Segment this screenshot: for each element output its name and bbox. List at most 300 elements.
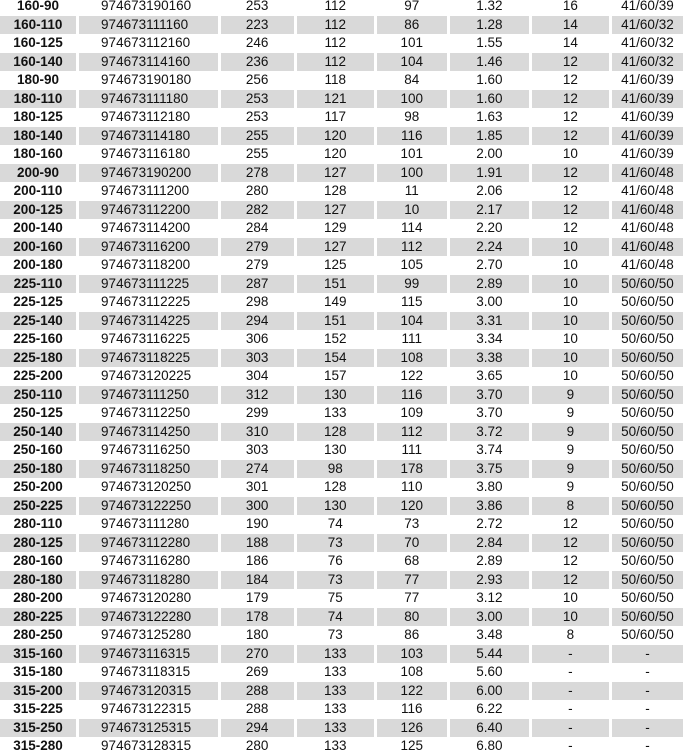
value-cell: 10 (532, 608, 609, 626)
article-number-cell: 974673112200 (79, 201, 218, 219)
article-number-cell: 974673112280 (79, 534, 218, 552)
value-cell: 3.75 (450, 460, 529, 478)
value-cell: 112 (324, 0, 346, 14)
value-cell: 282 (221, 201, 294, 219)
value-cell: 2.89 (450, 275, 529, 293)
table-row (0, 719, 683, 738)
value-cell: 6.00 (450, 682, 529, 700)
value-cell: 12 (532, 53, 609, 71)
value-cell: 50/60/50 (621, 442, 674, 458)
value-cell: 1.63 (476, 109, 503, 125)
article-number-cell: 974673122315 (101, 701, 192, 717)
value-cell: 121 (297, 90, 374, 108)
value-cell: 108 (377, 349, 447, 367)
article-number-cell: 974673111200 (101, 183, 190, 199)
article-number-cell: 974673118250 (79, 460, 218, 478)
value-cell: 1.46 (450, 53, 529, 71)
value-cell: 73 (297, 534, 374, 552)
value-cell: 50/60/50 (612, 571, 683, 589)
value-cell: 100 (377, 90, 447, 108)
article-number-cell: 974673116180 (101, 146, 191, 162)
value-cell: 279 (245, 257, 269, 273)
value-cell: 288 (245, 701, 269, 717)
value-cell: 12 (532, 164, 609, 182)
size-cell: 180-90 (17, 72, 60, 88)
article-number-cell: 974673114160 (79, 53, 218, 71)
value-cell: 14 (562, 35, 578, 51)
value-cell: 151 (297, 312, 374, 330)
table-row (0, 515, 683, 534)
article-number-cell: 974673112225 (101, 294, 191, 310)
value-cell: - (645, 701, 650, 717)
table-row (0, 127, 683, 146)
size-cell: 250-160 (13, 442, 63, 458)
value-cell: 111 (401, 331, 423, 347)
table-row (0, 534, 683, 553)
value-cell: 10 (532, 238, 609, 256)
value-cell: 116 (377, 386, 447, 404)
value-cell: 41/60/32 (612, 53, 683, 71)
value-cell: 50/60/50 (612, 608, 683, 626)
article-number-cell: 974673116250 (101, 442, 191, 458)
value-cell: 101 (400, 146, 424, 162)
value-cell: 16 (562, 0, 578, 14)
value-cell: 3.48 (476, 627, 503, 643)
table-row (0, 626, 683, 645)
size-cell: 280-110 (13, 516, 63, 532)
value-cell: 184 (221, 571, 294, 589)
value-cell: - (568, 738, 573, 754)
value-cell: 12 (562, 72, 578, 88)
table-row (0, 330, 683, 349)
value-cell: 133 (323, 701, 347, 717)
size-cell: 315-250 (0, 719, 76, 737)
size-cell: 225-200 (13, 368, 63, 384)
value-cell: 255 (245, 146, 269, 162)
table-row (0, 238, 683, 257)
value-cell: 110 (401, 479, 423, 495)
size-cell: 200-160 (0, 238, 76, 256)
value-cell: 108 (400, 664, 424, 680)
value-cell: 8 (532, 497, 609, 515)
value-cell: 3.31 (450, 312, 529, 330)
value-cell: 5.44 (450, 645, 529, 663)
value-cell: 303 (221, 349, 294, 367)
value-cell: - (568, 701, 573, 717)
article-number-cell: 974673118200 (101, 257, 191, 273)
value-cell: 114 (401, 220, 423, 236)
table-row (0, 589, 683, 608)
value-cell: 152 (323, 331, 347, 347)
size-cell: 160-110 (0, 16, 76, 34)
value-cell: 2.84 (450, 534, 529, 552)
value-cell: 1.60 (476, 72, 503, 88)
value-cell: 122 (377, 682, 447, 700)
value-cell: 127 (297, 164, 374, 182)
value-cell: 12 (532, 90, 609, 108)
value-cell: 74 (297, 608, 374, 626)
article-number-cell: 974673118280 (79, 571, 218, 589)
value-cell: 128 (323, 183, 347, 199)
value-cell: 9 (532, 460, 609, 478)
value-cell: 270 (221, 645, 294, 663)
value-cell: 6.80 (476, 738, 503, 754)
value-cell: 12 (562, 553, 578, 569)
value-cell: 41/60/48 (621, 257, 674, 273)
article-number-cell: 974673111225 (79, 275, 218, 293)
value-cell: 12 (532, 571, 609, 589)
size-cell: 225-110 (0, 275, 76, 293)
value-cell: - (645, 664, 650, 680)
value-cell: 120 (323, 146, 347, 162)
value-cell: 10 (377, 201, 447, 219)
table-row (0, 34, 683, 53)
value-cell: 41/60/39 (621, 72, 674, 88)
value-cell: 3.70 (476, 405, 503, 421)
value-cell: 120 (377, 497, 447, 515)
table-row (0, 219, 683, 238)
value-cell: 157 (323, 368, 347, 384)
size-cell: 280-125 (0, 534, 76, 552)
value-cell: 127 (297, 238, 374, 256)
value-cell: 117 (324, 109, 346, 125)
value-cell: 312 (221, 386, 294, 404)
value-cell: 280 (245, 183, 269, 199)
value-cell: 41/60/48 (612, 201, 683, 219)
value-cell: 269 (245, 664, 269, 680)
table-row (0, 164, 683, 183)
article-number-cell: 974673111280 (101, 516, 190, 532)
article-number-cell: 974673190180 (101, 72, 192, 88)
value-cell: 287 (221, 275, 294, 293)
size-cell: 225-140 (0, 312, 76, 330)
article-number-cell: 974673116200 (79, 238, 218, 256)
value-cell: 304 (245, 368, 269, 384)
value-cell: - (568, 664, 573, 680)
article-number-cell: 974673111180 (79, 90, 218, 108)
size-cell: 280-225 (0, 608, 76, 626)
value-cell: 126 (377, 719, 447, 737)
value-cell: 41/60/39 (612, 127, 683, 145)
size-cell: 160-125 (13, 35, 63, 51)
value-cell: - (532, 682, 609, 700)
value-cell: 50/60/50 (612, 386, 683, 404)
table-row (0, 349, 683, 368)
value-cell: 112 (324, 35, 346, 51)
value-cell: 1.60 (450, 90, 529, 108)
value-cell: 41/60/32 (612, 16, 683, 34)
value-cell: 9 (532, 386, 609, 404)
article-number-cell: 974673190160 (101, 0, 192, 14)
value-cell: 112 (297, 16, 374, 34)
value-cell: 50/60/50 (621, 516, 674, 532)
value-cell: 10 (562, 331, 578, 347)
value-cell: 133 (323, 664, 347, 680)
size-cell: 280-200 (13, 590, 63, 606)
value-cell: 3.00 (450, 608, 529, 626)
value-cell: 2.24 (450, 238, 529, 256)
value-cell: 2.93 (450, 571, 529, 589)
value-cell: 300 (221, 497, 294, 515)
value-cell: 3.74 (476, 442, 503, 458)
value-cell: 116 (377, 127, 447, 145)
size-cell: 280-250 (13, 627, 63, 643)
table-row (0, 460, 683, 479)
value-cell: 9 (566, 479, 575, 495)
size-cell: 200-140 (13, 220, 63, 236)
value-cell: 127 (297, 201, 374, 219)
value-cell: 73 (404, 516, 420, 532)
value-cell: 75 (327, 590, 343, 606)
value-cell: 255 (221, 127, 294, 145)
value-cell: 133 (297, 645, 374, 663)
value-cell: 133 (323, 405, 347, 421)
article-number-cell: 974673122250 (79, 497, 218, 515)
table-row (0, 0, 683, 16)
value-cell: 41/60/48 (621, 183, 674, 199)
value-cell: 50/60/50 (621, 590, 674, 606)
value-cell: 103 (377, 645, 447, 663)
table-row (0, 53, 683, 72)
size-cell: 280-180 (0, 571, 76, 589)
value-cell: 301 (245, 479, 269, 495)
size-cell: 315-225 (13, 701, 63, 717)
article-number-cell: 974673111160 (79, 16, 218, 34)
table-row (0, 700, 683, 719)
value-cell: 3.38 (450, 349, 529, 367)
value-cell: 133 (297, 719, 374, 737)
value-cell: 9 (566, 442, 575, 458)
value-cell: - (612, 682, 683, 700)
value-cell: 112 (377, 238, 447, 256)
value-cell: 70 (377, 534, 447, 552)
table-row (0, 16, 683, 35)
value-cell: 41/60/48 (612, 238, 683, 256)
value-cell: 12 (532, 534, 609, 552)
value-cell: 86 (404, 627, 420, 643)
table-row (0, 145, 683, 164)
value-cell: 10 (562, 590, 578, 606)
size-cell: 250-180 (0, 460, 76, 478)
table-row (0, 552, 683, 571)
table-row (0, 71, 683, 90)
value-cell: 116 (401, 701, 423, 717)
value-cell: 10 (562, 294, 578, 310)
value-cell: 280 (245, 738, 269, 754)
value-cell: 151 (297, 275, 374, 293)
article-number-cell: 974673112250 (101, 405, 191, 421)
article-number-cell: 974673114250 (79, 423, 218, 441)
value-cell: 310 (221, 423, 294, 441)
value-cell: 50/60/50 (621, 479, 674, 495)
value-cell: 74 (327, 516, 343, 532)
value-cell: 256 (245, 72, 269, 88)
table-row (0, 90, 683, 109)
value-cell: 41/60/39 (621, 0, 674, 14)
value-cell: 101 (400, 35, 424, 51)
value-cell: 133 (323, 738, 347, 754)
value-cell: 41/60/32 (621, 35, 674, 51)
value-cell: 288 (221, 682, 294, 700)
article-number-cell: 974673125315 (79, 719, 218, 737)
table-row (0, 386, 683, 405)
value-cell: 130 (297, 497, 374, 515)
value-cell: 178 (377, 460, 447, 478)
value-cell: - (612, 645, 683, 663)
value-cell: 2.17 (450, 201, 529, 219)
value-cell: 115 (401, 294, 423, 310)
value-cell: 10 (562, 368, 578, 384)
table-row (0, 497, 683, 516)
table-row (0, 571, 683, 590)
value-cell: 306 (245, 331, 269, 347)
value-cell: 68 (404, 553, 420, 569)
value-cell: 294 (221, 312, 294, 330)
value-cell: 125 (323, 257, 347, 273)
size-cell: 160-140 (0, 53, 76, 71)
value-cell: 73 (327, 627, 343, 643)
value-cell: 109 (400, 405, 424, 421)
value-cell: 50/60/50 (612, 534, 683, 552)
article-number-cell: 974673114200 (101, 220, 191, 236)
value-cell: 99 (377, 275, 447, 293)
value-cell: 41/60/39 (621, 109, 674, 125)
value-cell: 253 (245, 0, 269, 14)
value-cell: 5.60 (476, 664, 503, 680)
value-cell: 2.89 (476, 553, 503, 569)
value-cell: 104 (377, 53, 447, 71)
value-cell: - (645, 738, 650, 754)
article-number-cell: 974673112180 (101, 109, 191, 125)
table-row (0, 201, 683, 220)
value-cell: 284 (245, 220, 269, 236)
article-number-cell: 974673111250 (79, 386, 218, 404)
article-number-cell: 974673122280 (79, 608, 218, 626)
article-number-cell: 974673190200 (79, 164, 218, 182)
value-cell: 3.00 (476, 294, 503, 310)
value-cell: 3.12 (476, 590, 503, 606)
value-cell: 50/60/50 (621, 405, 674, 421)
value-cell: 2.20 (476, 220, 503, 236)
size-cell: 250-200 (13, 479, 63, 495)
value-cell: 112 (297, 53, 374, 71)
value-cell: 154 (297, 349, 374, 367)
value-cell: 2.70 (476, 257, 503, 273)
value-cell: 180 (245, 627, 269, 643)
value-cell: 179 (245, 590, 269, 606)
value-cell: - (532, 719, 609, 737)
value-cell: 2.06 (476, 183, 503, 199)
value-cell: 253 (245, 109, 269, 125)
size-cell: 200-90 (0, 164, 76, 182)
value-cell: 186 (245, 553, 269, 569)
article-number-cell: 974673118225 (79, 349, 218, 367)
value-cell: 1.91 (450, 164, 529, 182)
value-cell: 1.85 (450, 127, 529, 145)
article-number-cell: 974673116280 (101, 553, 191, 569)
value-cell: 236 (221, 53, 294, 71)
table-row (0, 404, 683, 423)
value-cell: 3.72 (450, 423, 529, 441)
value-cell: 84 (404, 72, 420, 88)
size-cell: 160-90 (17, 0, 60, 14)
value-cell: 50/60/50 (612, 423, 683, 441)
value-cell: 10 (532, 349, 609, 367)
value-cell: 130 (323, 442, 347, 458)
value-cell: 14 (532, 16, 609, 34)
value-cell: 12 (532, 127, 609, 145)
value-cell: 125 (400, 738, 424, 754)
article-number-cell: 974673120315 (79, 682, 218, 700)
value-cell: 12 (532, 201, 609, 219)
value-cell: 10 (562, 146, 578, 162)
value-cell: 279 (221, 238, 294, 256)
table-row (0, 423, 683, 442)
article-number-cell: 974673125280 (101, 627, 192, 643)
value-cell: 97 (404, 0, 420, 14)
value-cell: 12 (562, 109, 578, 125)
value-cell: 130 (297, 386, 374, 404)
article-number-cell: 974673114225 (79, 312, 218, 330)
value-cell: 10 (532, 312, 609, 330)
value-cell: 294 (221, 719, 294, 737)
table-row (0, 608, 683, 627)
article-number-cell: 974673114180 (79, 127, 218, 145)
article-number-cell: 974673118315 (101, 664, 191, 680)
value-cell: 10 (562, 257, 578, 273)
value-cell: 50/60/50 (621, 553, 674, 569)
value-cell: - (532, 645, 609, 663)
value-cell: - (612, 719, 683, 737)
value-cell: 10 (532, 275, 609, 293)
article-number-cell: 974673120250 (101, 479, 192, 495)
value-cell: 50/60/50 (621, 294, 674, 310)
value-cell: 80 (377, 608, 447, 626)
value-cell: 50/60/50 (621, 627, 674, 643)
value-cell: 50/60/50 (621, 368, 674, 384)
size-cell: 250-125 (13, 405, 63, 421)
value-cell: 3.86 (450, 497, 529, 515)
value-cell: 50/60/50 (612, 349, 683, 367)
value-cell: 50/60/50 (612, 460, 683, 478)
table-row (0, 293, 683, 312)
table-row (0, 682, 683, 701)
table-row (0, 737, 683, 756)
table-row (0, 108, 683, 127)
value-cell: 77 (404, 590, 420, 606)
value-cell: 3.70 (450, 386, 529, 404)
value-cell: 50/60/50 (612, 312, 683, 330)
value-cell: 278 (221, 164, 294, 182)
table-row (0, 367, 683, 386)
value-cell: 3.80 (476, 479, 503, 495)
value-cell: 178 (221, 608, 294, 626)
value-cell: 1.28 (450, 16, 529, 34)
article-number-cell: 974673112160 (101, 35, 191, 51)
value-cell: 50/60/50 (621, 331, 674, 347)
size-cell: 180-140 (0, 127, 76, 145)
value-cell: 303 (245, 442, 269, 458)
value-cell: 12 (562, 516, 578, 532)
value-cell: 50/60/50 (612, 275, 683, 293)
table-row (0, 645, 683, 664)
size-cell: 250-140 (0, 423, 76, 441)
value-cell: 98 (297, 460, 374, 478)
value-cell: 149 (323, 294, 347, 310)
size-cell: 315-200 (0, 682, 76, 700)
value-cell: 6.40 (450, 719, 529, 737)
size-cell: 250-110 (0, 386, 76, 404)
